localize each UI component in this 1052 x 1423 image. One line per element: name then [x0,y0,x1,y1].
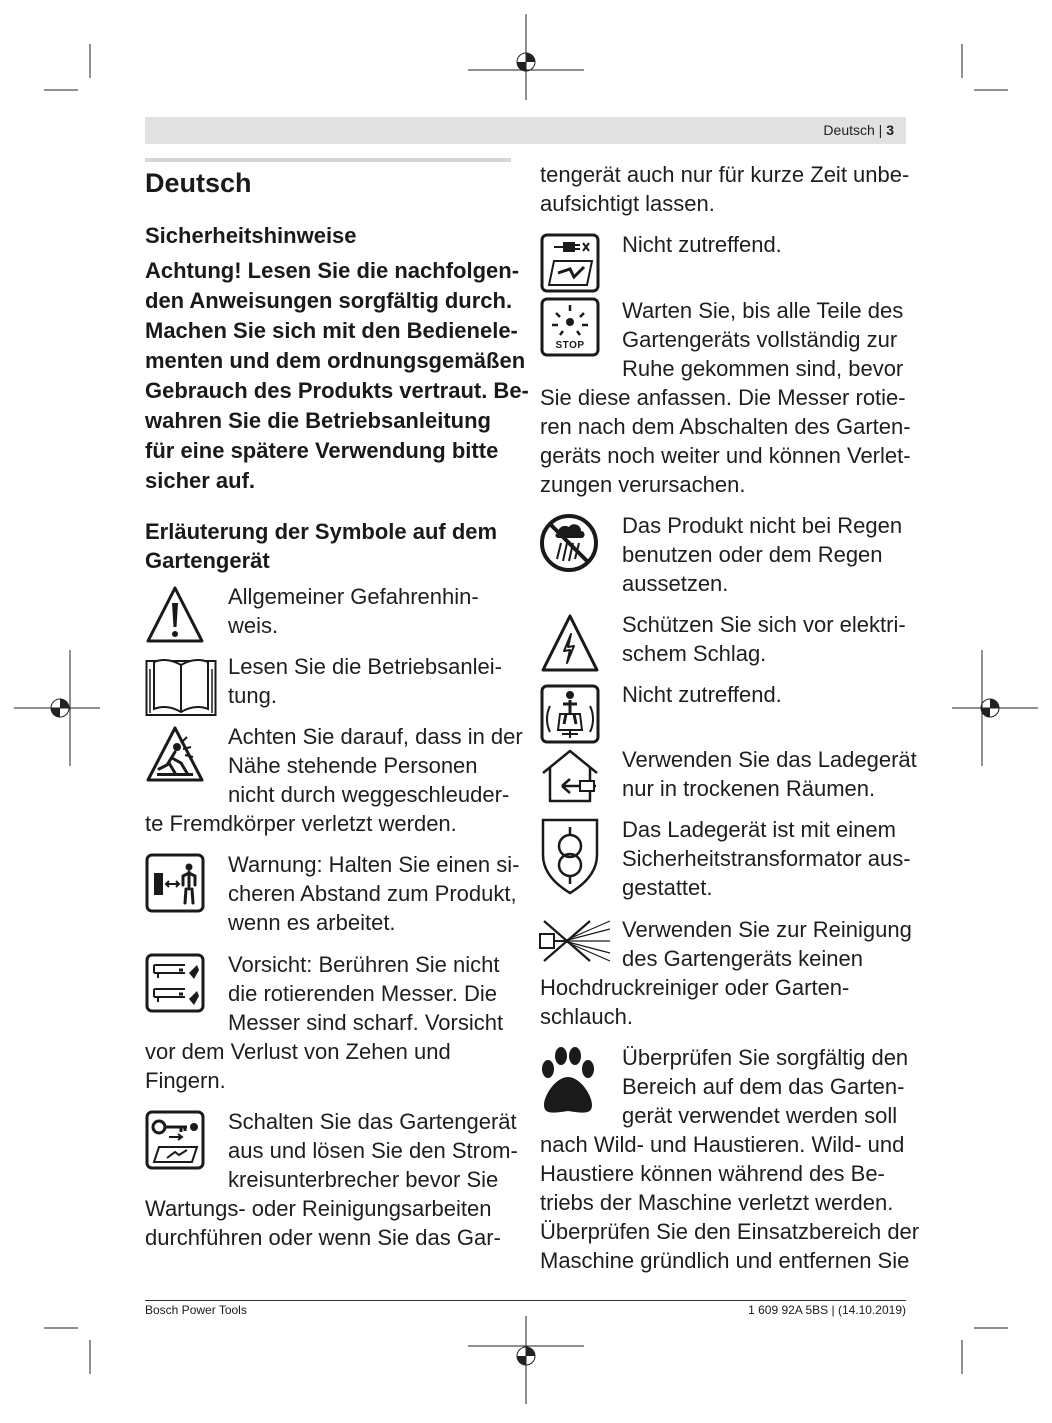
continuation-text: tengerät auch nur für kurze Zeit unbe- aufsichtigt lassen. [540,162,910,216]
intro-line: für eine spätere Verwendung bitte [145,438,499,463]
no-pressure-washer-icon [538,917,612,965]
safe-distance-icon [145,853,205,913]
intro-line: Machen Sie sich mit den Bedienele- [145,318,518,343]
symbol-text-disconnect-wrap: Wartungs- oder Reinigungsarbeiten durchführen oder wenn Sie das Gar- [145,1196,501,1250]
rotating-blades-icon [145,953,205,1013]
symbol-text-stop-wrap: Sie diese anfassen. Die Messer rotie- ren nach dem Abschalten des Garten- geräts noch weiter und können Verlet- zungen verursachen. [540,385,911,497]
title-rule [145,158,511,162]
stop-rotation-icon [540,297,600,357]
symbols-heading-line: Gartengerät [145,548,270,573]
flying-debris-icon [145,725,205,783]
intro-warning [145,256,529,496]
safety-transformer-icon [540,817,600,895]
warning-triangle-icon [145,585,205,645]
safety-heading: Sicherheitshinweise [145,223,357,248]
intro-line: sicher auf. [145,468,256,493]
symbol-text-rotating-blades-wrap: vor dem Verlust von Zehen und Fingern. [145,1039,451,1093]
header-language: Deutsch [823,122,875,138]
symbol-text-read-manual: Lesen Sie die Betriebsanlei- tung. [228,654,502,708]
indoor-house-icon [540,745,600,805]
symbol-text-disconnect: Schalten Sie das Gartengerät aus und lösen Sie den Strom- kreisunterbrecher bevor Sie [228,1109,518,1192]
operator-icon [540,684,600,744]
symbol-text-not-applicable-1: Nicht zutreffend. [622,232,782,257]
symbol-text-transformer: Das Ladegerät ist mit einem Sicherheitstransformator aus- gestattet. [622,817,911,900]
header-page-label [823,122,894,138]
page-number: 3 [886,122,894,138]
manual-book-icon [145,655,217,717]
electric-shock-icon [540,613,600,673]
disconnect-key-icon [145,1110,205,1170]
animal-paw-icon [538,1045,598,1117]
symbol-text-animals: Überprüfen Sie sorgfältig den Bereich auf dem das Garten- gerät verwendet werden soll [622,1045,909,1128]
symbol-text-no-pressure-washer-wrap: Hochdruckreiniger oder Garten- schlauch. [540,975,850,1029]
symbol-text-indoor: Verwenden Sie das Ladegerät nur in trockenen Räumen. [622,747,917,801]
page-header [145,117,906,144]
symbols-heading-line: Erläuterung der Symbole auf dem [145,519,498,544]
footer-doc-id: 1 609 92A 5BS | (14.10.2019) [748,1303,906,1317]
symbol-text-rotating-blades: Vorsicht: Berühren Sie nicht die rotierenden Messer. Die Messer sind scharf. Vorsicht [228,952,504,1035]
intro-line: wahren Sie die Betriebsanleitung [145,408,491,433]
stop-label: STOP [555,340,585,351]
symbol-text-general-hazard: Allgemeiner Gefahrenhin- weis. [228,584,479,638]
symbols-heading [145,517,497,575]
footer-brand: Bosch Power Tools [145,1303,247,1317]
symbol-text-stop: Warten Sie, bis alle Teile des Gartengeräts vollständig zur Ruhe gekommen sind, bevor [622,298,904,381]
plug-manual-icon [540,233,600,293]
intro-line: Achtung! Lesen Sie die nachfolgen- [145,258,520,283]
footer-rule [145,1300,906,1301]
no-rain-icon [539,513,599,573]
symbol-text-safe-distance: Warnung: Halten Sie einen si- cheren Abstand zum Produkt, wenn es arbeitet. [228,852,520,935]
intro-line: Gebrauch des Produkts vertraut. Be- [145,378,529,403]
intro-line: menten und dem ordnungsgemäßen [145,348,526,373]
page-title: Deutsch [145,168,252,198]
symbol-text-animals-wrap: nach Wild- und Haustieren. Wild- und Haustiere können während des Be- triebs der Maschine verletzt werden. Überprüfen Sie den Einsatzbereich der Maschine gründlich und entfernen Sie [540,1132,920,1273]
header-separator: | [874,122,887,138]
symbol-text-electric-shock: Schützen Sie sich vor elektri- schem Schlag. [622,612,906,666]
symbol-text-no-pressure-washer: Verwenden Sie zur Reinigung des Gartengeräts keinen [622,917,912,971]
intro-line: den Anweisungen sorgfältig durch. [145,288,513,313]
symbol-text-flying-debris: Achten Sie darauf, dass in der Nähe stehende Personen nicht durch weggeschleuder- [228,724,523,807]
symbol-text-no-rain: Das Produkt nicht bei Regen benutzen oder dem Regen aussetzen. [622,513,903,596]
symbol-text-flying-debris-wrap: te Fremdkörper verletzt werden. [145,811,457,836]
symbol-text-not-applicable-2: Nicht zutreffend. [622,682,782,707]
